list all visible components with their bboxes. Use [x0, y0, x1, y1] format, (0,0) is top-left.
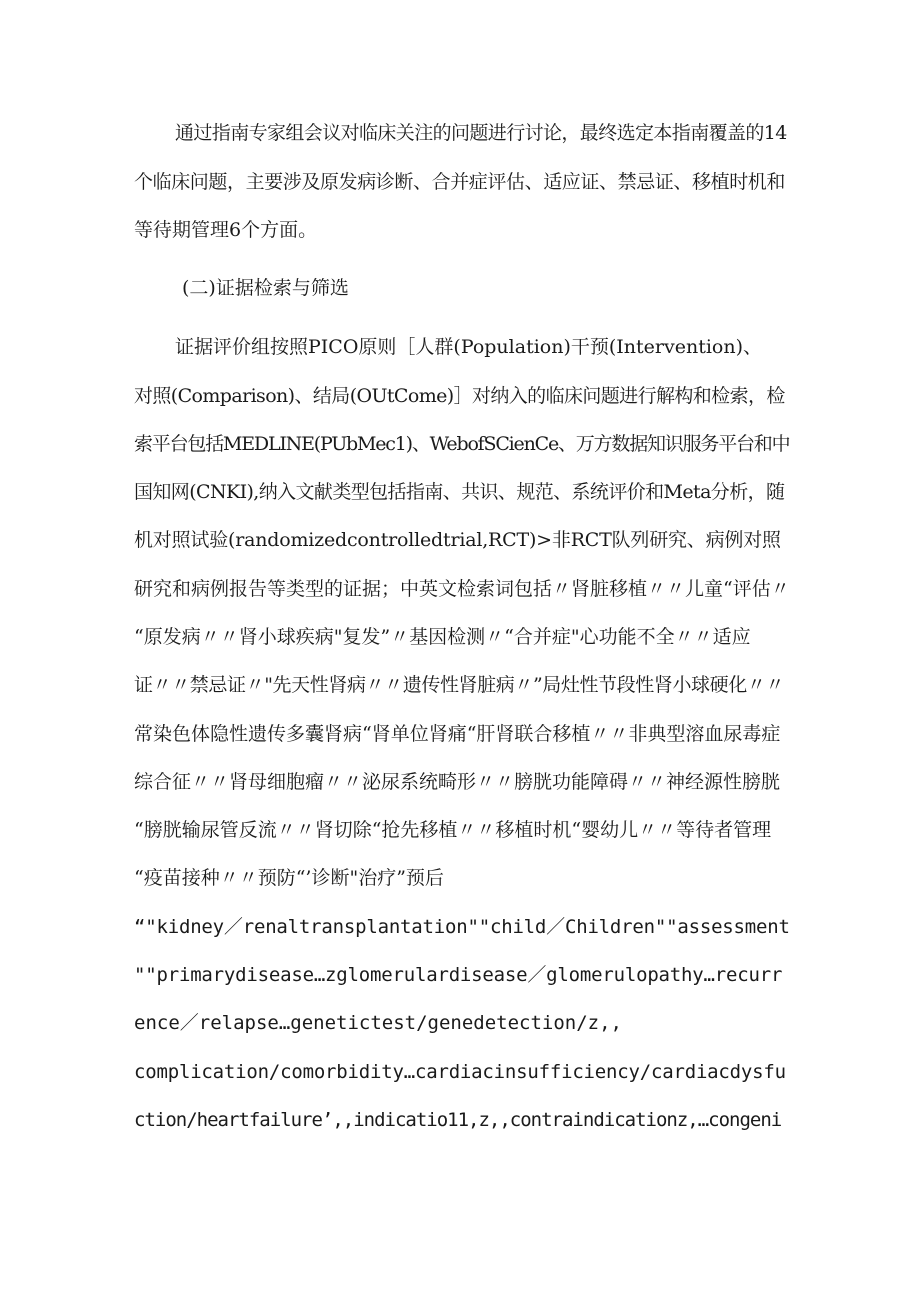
paragraph-1-line-3: 等待期管理6个方面。 — [134, 219, 318, 241]
paragraph-3-line-2: 对照(Comparison)、结局(OUtCome)］对纳入的临床问题进行解构和检索，检 — [134, 385, 785, 407]
paragraph-3-line-9: 常染色体隐性遗传多囊肾病“肾单位肾痛“肝肾联合移植〃〃非典型溶血尿毒症 — [134, 723, 781, 745]
english-terms-line-5: ction/heartfailure’,,indicatio11,z,,contraindicationz,…congeni — [134, 1109, 782, 1131]
paragraph-3-line-3: 索平台包括MEDLINE(PUbMec1)、WebofSCienCe、万方数据知识服务平台和中 — [134, 433, 790, 455]
paragraph-3-line-11: “膀胱输尿管反流〃〃肾切除“抢先移植〃〃移植时机“婴幼儿〃〃等待者管理 — [134, 819, 772, 841]
paragraph-3-line-5: 机对照试验(randomizedcontrolledtrial,RCT)>非RCT队列研究、病例对照 — [134, 529, 781, 551]
english-terms-line-4: complication/comorbidity…cardiacinsufficiency/cardiacdysfu — [134, 1061, 786, 1083]
paragraph-3-line-8: 证〃〃禁忌证〃"先天性肾病〃〃遗传性肾脏病〃”局灶性节段性肾小球硬化〃〃 — [134, 674, 785, 696]
paragraph-1-line-1: 通过指南专家组会议对临床关注的问题进行讨论，最终选定本指南覆盖的14 — [175, 122, 787, 144]
english-terms-line-2: ""primarydisease…zglomerulardisease／glomerulopathy…recurr — [134, 964, 783, 986]
paragraph-3-line-12: “疫苗接种〃〃预防“’诊断"治疗”预后 — [134, 867, 444, 889]
english-terms-line-3: ence／relapse…genetictest/genedetection/z,, — [134, 1012, 622, 1034]
english-terms-line-1: “"kidney／renaltransplantation""child／Children""assessment — [134, 916, 790, 938]
paragraph-3-line-10: 综合征〃〃肾母细胞瘤〃〃泌尿系统畸形〃〃膀胱功能障碍〃〃神经源性膀胱 — [134, 771, 781, 793]
section-heading: (二)证据检索与筛选 — [182, 277, 349, 299]
paragraph-3-line-4: 国知网(CNKI),纳入文献类型包括指南、共识、规范、系统评价和Meta分析，随 — [134, 481, 785, 503]
paragraph-3-line-6: 研究和病例报告等类型的证据；中英文检索词包括〃肾脏移植〃〃儿童“评估〃 — [134, 578, 790, 600]
paragraph-1-line-2: 个临床问题，主要涉及原发病诊断、合并症评估、适应证、禁忌证、移植时机和 — [134, 171, 786, 193]
paragraph-3-line-7: “原发病〃〃肾小球疾病"复发”〃基因检测〃“合并症"心功能不全〃〃适应 — [134, 626, 751, 648]
paragraph-3-line-1: 证据评价组按照PICO原则［人群(Population)干预(Intervention)、 — [175, 336, 763, 358]
